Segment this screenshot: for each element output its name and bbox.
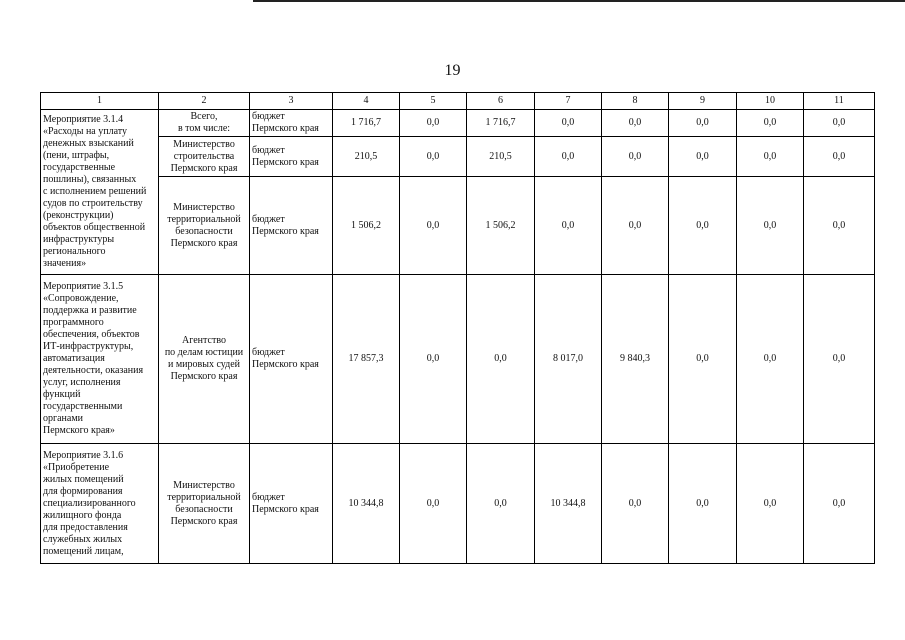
executor-text: Министерство строительства Пермского края (170, 138, 238, 174)
page-number: 19 (444, 62, 461, 79)
source-cell (250, 110, 333, 137)
value-cell: 10 344,8 (333, 444, 400, 564)
column-header: 5 (400, 93, 467, 110)
value-cell: 0,0 (602, 137, 669, 177)
value-cell: 17 857,3 (333, 275, 400, 444)
value-cell: 1 716,7 (467, 110, 535, 137)
table-row (41, 177, 875, 275)
value-cell: 9 840,3 (602, 275, 669, 444)
source-text: бюджет Пермского края (252, 491, 319, 515)
source-text: бюджет Пермского края (252, 111, 319, 134)
value-cell: 0,0 (737, 444, 804, 564)
executor-cell (159, 275, 250, 444)
value-cell: 0,0 (804, 137, 875, 177)
source-cell (250, 275, 333, 444)
value-cell: 1 506,2 (467, 177, 535, 275)
activity-text: Мероприятие 3.1.5 «Сопровождение, поддержка и развитие программного обеспечения, объектов ИТ-инфраструктуры, автоматизация деятельности, оказания услуг, исполнения функций государственными органами Пермского края» (43, 281, 144, 436)
column-header: 2 (159, 93, 250, 110)
value-cell: 0,0 (669, 137, 737, 177)
value-cell: 0,0 (400, 275, 467, 444)
column-header: 1 (41, 93, 159, 110)
column-header: 7 (535, 93, 602, 110)
executor-text: Министерство территориальной безопасности Пермского края (167, 201, 241, 249)
value-cell: 0,0 (669, 110, 737, 137)
value-cell: 0,0 (804, 275, 875, 444)
value-cell: 0,0 (467, 275, 535, 444)
value-cell: 0,0 (602, 177, 669, 275)
executor-cell (159, 444, 250, 564)
table-row (41, 275, 875, 444)
value-cell: 0,0 (602, 444, 669, 564)
column-header: 9 (669, 93, 737, 110)
value-cell: 0,0 (804, 444, 875, 564)
value-cell: 0,0 (467, 444, 535, 564)
value-cell: 0,0 (400, 177, 467, 275)
column-header: 3 (250, 93, 333, 110)
column-header: 6 (467, 93, 535, 110)
value-cell: 0,0 (535, 137, 602, 177)
value-cell: 1 506,2 (333, 177, 400, 275)
value-cell: 0,0 (535, 110, 602, 137)
column-header: 4 (333, 93, 400, 110)
activity-text: Мероприятие 3.1.4 «Расходы на уплату денежных взысканий (пени, штрафы, государственные пошлины), связанных с исполнением решений судов по строительству (реконструкции) объектов общественной инфраструктуры регионального значения» (43, 114, 147, 269)
value-cell: 1 716,7 (333, 110, 400, 137)
source-cell (250, 137, 333, 177)
column-header: 8 (602, 93, 669, 110)
value-cell: 0,0 (400, 444, 467, 564)
activity-cell (41, 444, 159, 564)
value-cell: 0,0 (535, 177, 602, 275)
activity-text: Мероприятие 3.1.6 «Приобретение жилых помещений для формирования специализированного жилищного фонда для предоставления служебных жилых помещений лицам, (43, 449, 136, 557)
activity-cell (41, 110, 159, 275)
column-header: 10 (737, 93, 804, 110)
value-cell: 210,5 (333, 137, 400, 177)
value-cell: 8 017,0 (535, 275, 602, 444)
source-cell (250, 177, 333, 275)
executor-text: Агентство по делам юстиции и мировых судей Пермского края (164, 335, 244, 382)
table-row (41, 444, 875, 564)
value-cell: 0,0 (737, 110, 804, 137)
activity-cell (41, 275, 159, 444)
executor-cell (159, 137, 250, 177)
value-cell: 0,0 (669, 444, 737, 564)
value-cell: 210,5 (467, 137, 535, 177)
top-rule (253, 0, 905, 2)
value-cell: 0,0 (669, 177, 737, 275)
value-cell: 0,0 (737, 275, 804, 444)
executor-cell (159, 177, 250, 275)
table-row (41, 137, 875, 177)
source-text: бюджет Пермского края (252, 213, 319, 237)
source-cell (250, 444, 333, 564)
source-text: бюджет Пермского края (252, 144, 319, 168)
value-cell: 0,0 (804, 177, 875, 275)
value-cell: 10 344,8 (535, 444, 602, 564)
value-cell: 0,0 (400, 137, 467, 177)
value-cell: 0,0 (804, 110, 875, 137)
executor-cell (159, 110, 250, 137)
value-cell: 0,0 (737, 137, 804, 177)
executor-text: Министерство территориальной безопасности Пермского края (167, 479, 241, 527)
budget-table (40, 92, 875, 564)
value-cell: 0,0 (602, 110, 669, 137)
value-cell: 0,0 (669, 275, 737, 444)
header-row (41, 93, 875, 110)
value-cell: 0,0 (737, 177, 804, 275)
value-cell: 0,0 (400, 110, 467, 137)
column-header: 11 (804, 93, 875, 110)
executor-text: Всего, в том числе: (177, 111, 231, 134)
table-row (41, 110, 875, 137)
source-text: бюджет Пермского края (252, 347, 319, 370)
